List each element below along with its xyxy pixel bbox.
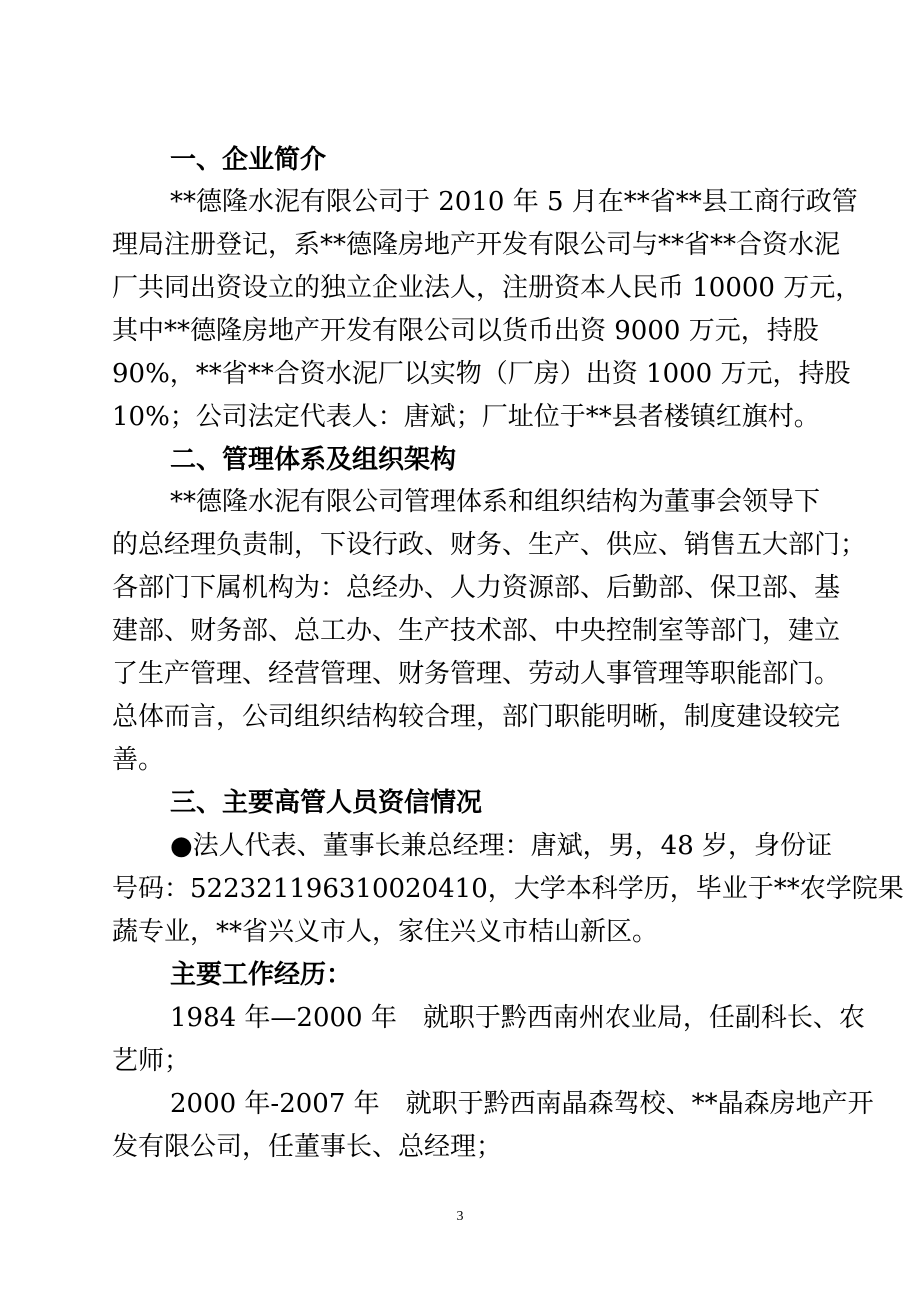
section-heading-company-profile: 一、企业简介 [170, 145, 327, 175]
work-history-entry: 1984 年—2000 年 就职于黔西南州农业局，任副科长、农 [170, 1003, 865, 1033]
work-history-entry-continued: 艺师； [112, 1046, 191, 1076]
paragraph-line: 厂共同出资设立的独立企业法人，注册资本人民币 10000 万元， [112, 273, 862, 303]
paragraph-line: 善。 [112, 745, 165, 775]
paragraph-line: **德隆水泥有限公司于 2010 年 5 月在**省**县工商行政管 [170, 187, 858, 217]
paragraph-line: 号码：522321196310020410，大学本科学历，毕业于**农学院果 [112, 874, 904, 904]
work-history-entry: 2000 年-2007 年 就职于黔西南晶森驾校、**晶森房地产开 [170, 1089, 874, 1119]
paragraph-line: 了生产管理、经营管理、财务管理、劳动人事管理等职能部门。 [112, 659, 841, 689]
paragraph-line: 的总经理负责制，下设行政、财务、生产、供应、销售五大部门； [112, 530, 867, 560]
page-number: 3 [456, 1209, 464, 1224]
paragraph-line: 其中**德隆房地产开发有限公司以货币出资 9000 万元，持股 [112, 316, 819, 346]
paragraph-line: 理局注册登记，系**德隆房地产开发有限公司与**省**合资水泥 [112, 230, 841, 260]
section-heading-work-history: 主要工作经历： [170, 960, 353, 990]
paragraph-line: 蔬专业，**省兴义市人，家住兴义市桔山新区。 [112, 917, 659, 947]
paragraph-line: 各部门下属机构为：总经办、人力资源部、后勤部、保卫部、基 [112, 573, 841, 603]
paragraph-line: 90%，**省**合资水泥厂以实物（厂房）出资 1000 万元，持股 [112, 359, 851, 389]
paragraph-line: ●法人代表、董事长兼总经理：唐斌，男，48 岁，身份证 [170, 831, 833, 861]
paragraph-line: **德隆水泥有限公司管理体系和组织结构为董事会领导下 [170, 487, 821, 517]
paragraph-line: 10%；公司法定代表人：唐斌；厂址位于**县者楼镇红旗村。 [112, 402, 820, 432]
paragraph-line: 总体而言，公司组织结构较合理，部门职能明晰，制度建设较完 [112, 702, 841, 732]
work-history-entry-continued: 发有限公司，任董事长、总经理； [112, 1132, 503, 1162]
section-heading-management-structure: 二、管理体系及组织架构 [170, 445, 457, 475]
paragraph-line: 建部、财务部、总工办、生产技术部、中央控制室等部门，建立 [112, 616, 841, 646]
section-heading-executives: 三、主要高管人员资信情况 [170, 788, 483, 818]
